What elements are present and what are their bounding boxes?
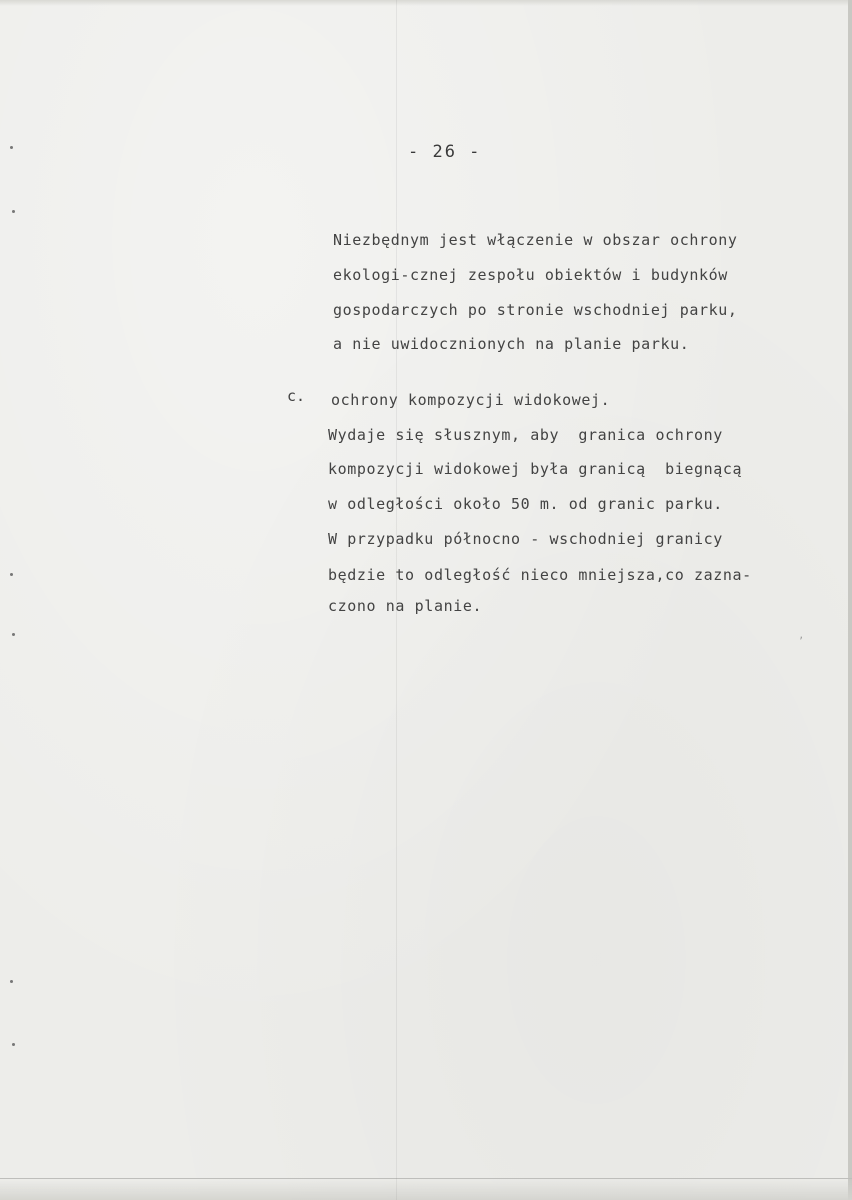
page-right-edge xyxy=(848,0,852,1200)
page-top-edge xyxy=(0,0,852,6)
paragraph-line: W przypadku północno - wschodniej granicy xyxy=(328,530,723,548)
paragraph-line: gospodarczych po stronie wschodniej parku, xyxy=(333,301,738,319)
paragraph-line: kompozycji widokowej była granicą biegnącą xyxy=(328,460,743,478)
punch-mark xyxy=(10,980,13,983)
paragraph-line: w odległości około 50 m. od granic parku. xyxy=(328,495,723,513)
punch-mark xyxy=(12,1043,15,1046)
stray-ink-mark: ʼ xyxy=(798,636,805,647)
paragraph-line: czono na planie. xyxy=(328,597,483,615)
section-heading: ochrony kompozycji widokowej. xyxy=(331,391,611,409)
punch-mark xyxy=(10,146,13,149)
punch-mark xyxy=(12,633,15,636)
paragraph-line: a nie uwidocznionych na planie parku. xyxy=(333,335,690,353)
section-marker: c. xyxy=(287,387,306,405)
paragraph-line: ekologi-cznej zespołu obiektów i budynków xyxy=(333,266,728,284)
paragraph-line: Wydaje się słusznym, aby granica ochrony xyxy=(328,426,723,444)
page-bottom-edge xyxy=(0,1178,852,1200)
punch-mark xyxy=(12,210,15,213)
punch-mark xyxy=(10,573,13,576)
page-number: - 26 - xyxy=(408,142,482,162)
paragraph-line: będzie to odległość nieco mniejsza,co zazna- xyxy=(328,566,752,584)
paragraph-line: Niezbędnym jest włączenie w obszar ochrony xyxy=(333,231,738,249)
